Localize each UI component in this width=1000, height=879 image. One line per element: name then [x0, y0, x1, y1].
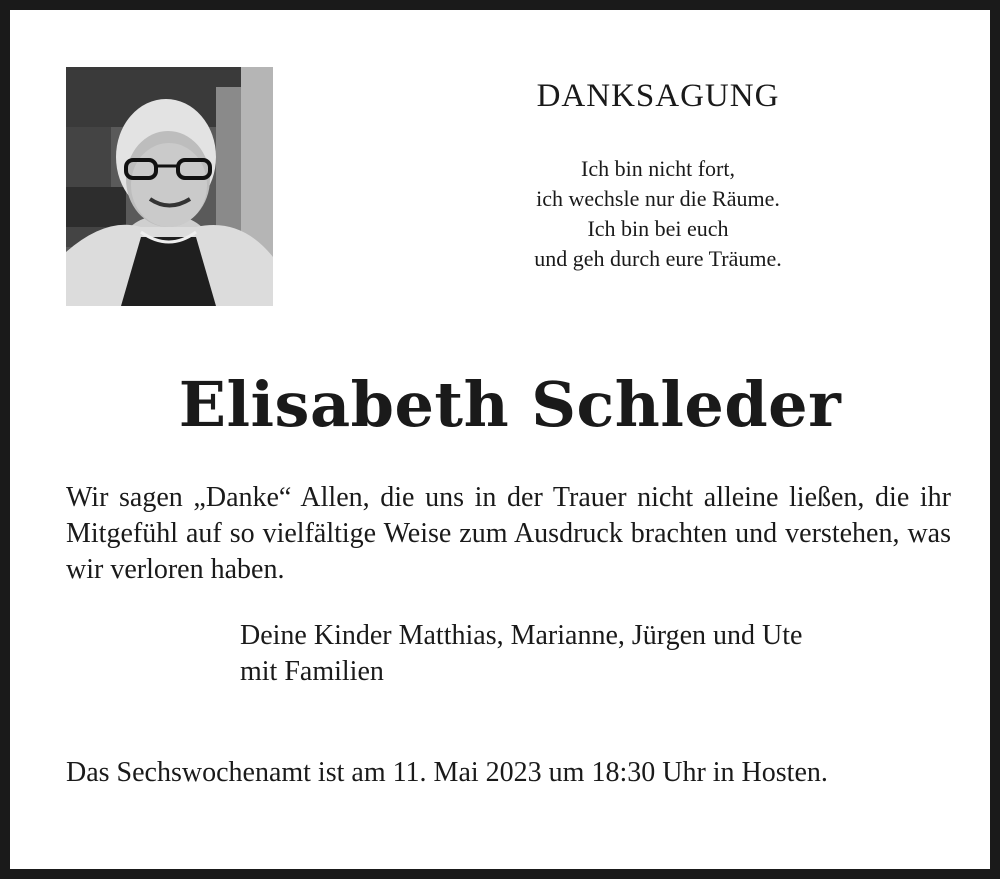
signature-line: mit Familien — [240, 656, 384, 687]
signature-line: Deine Kinder Matthias, Marianne, Jürgen und Ute — [240, 620, 803, 651]
memorial-service-notice: Das Sechswochenamt ist am 11. Mai 2023 um 18:30 Uhr in Hosten. — [66, 757, 828, 788]
portrait-photo-icon — [66, 67, 273, 306]
portrait-photo — [66, 67, 273, 306]
deceased-name: Elisabeth Schleder — [178, 368, 842, 441]
poem-line: Ich bin bei euch — [587, 216, 729, 241]
heading-danksagung: DANKSAGUNG — [536, 78, 780, 114]
poem-line: Ich bin nicht fort, — [581, 156, 735, 181]
thank-you-message: Wir sagen „Danke“ Allen, die uns in der Trauer nicht alleine ließen, die ihr Mitgefühl auf so vielfältige Weise zum Ausdruck brachten und verstehen, was wir verloren haben. — [66, 482, 951, 585]
signature — [240, 618, 960, 690]
poem-line: ich wechsle nur die Räume. — [536, 186, 780, 211]
poem — [460, 154, 856, 274]
poem-line: und geh durch eure Träume. — [534, 246, 782, 271]
